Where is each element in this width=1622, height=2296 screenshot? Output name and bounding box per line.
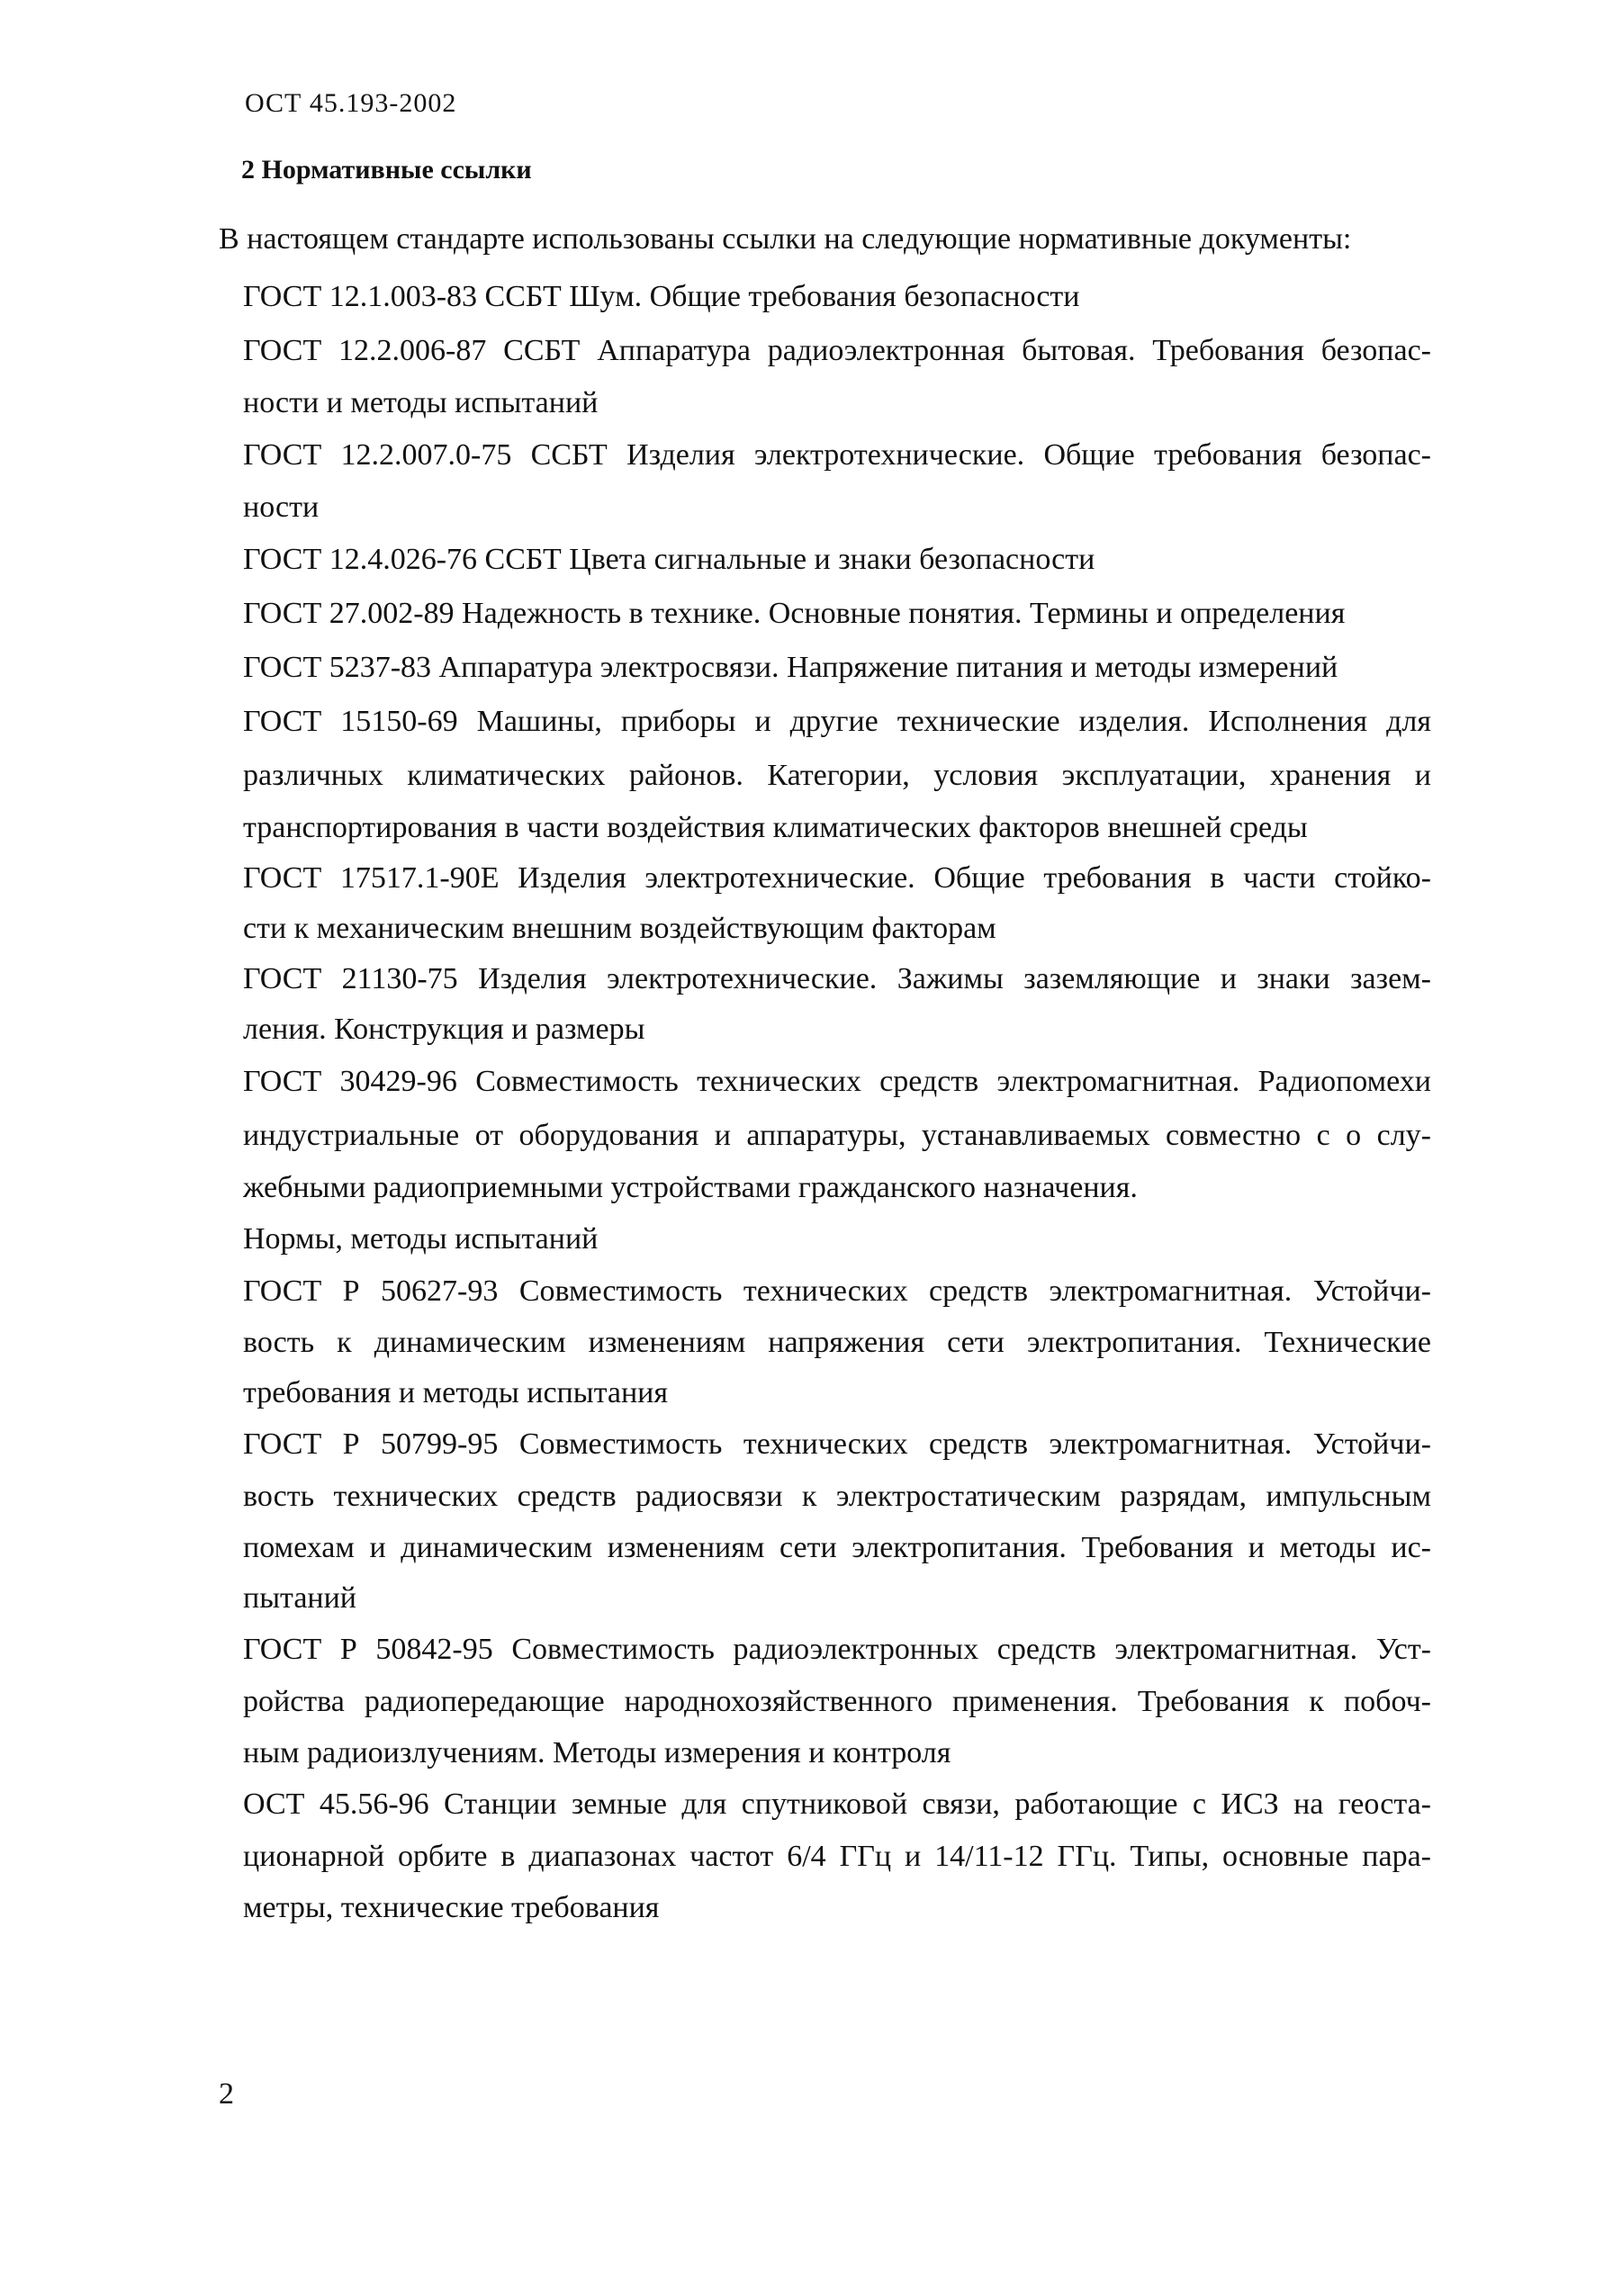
reference-line: помехам и динамическим изменениям сети электропитания. Требования и методы ис- — [243, 1531, 1431, 1564]
references-list — [243, 270, 1431, 1933]
reference-line: ройства радиопередающие народнохозяйственного применения. Требования к побоч- — [243, 1685, 1431, 1718]
reference-line: ным радиоизлучениям. Методы измерения и контроля — [243, 1736, 951, 1769]
reference-line: ГОСТ 12.4.026-76 ССБТ Цвета сигнальные и знаки безопасности — [243, 543, 1095, 576]
reference-line: ГОСТ 21130-75 Изделия электротехнические. Зажимы заземляющие и знаки зазем- — [243, 962, 1431, 995]
reference-line: ГОСТ 12.2.007.0-75 ССБТ Изделия электротехнические. Общие требования безопас- — [243, 438, 1431, 472]
reference-line: ГОСТ 15150-69 Машины, приборы и другие технические изделия. Исполнения для — [243, 705, 1431, 738]
reference-line: ГОСТ Р 50799-95 Совместимость технических средств электромагнитная. Устойчи- — [243, 1427, 1431, 1461]
reference-line: транспортирования в части воздействия климатических факторов внешней среды — [243, 811, 1308, 844]
reference-line: сти к механическим внешним воздействующим факторам — [243, 912, 996, 945]
page-number: 2 — [219, 2077, 234, 2111]
reference-line: Нормы, методы испытаний — [243, 1222, 599, 1256]
reference-line: ности — [243, 491, 320, 524]
reference-line: ГОСТ 12.1.003-83 ССБТ Шум. Общие требования безопасности — [243, 280, 1080, 313]
reference-line: ГОСТ 27.002-89 Надежность в технике. Основные понятия. Термины и определения — [243, 597, 1346, 630]
reference-line: ГОСТ 17517.1-90Е Изделия электротехнические. Общие требования в части стойко- — [243, 861, 1431, 895]
reference-line: ОСТ 45.56-96 Станции земные для спутниковой связи, работающие с ИСЗ на геоста- — [243, 1787, 1431, 1821]
reference-line: вость к динамическим изменениям напряжения сети электропитания. Технические — [243, 1326, 1431, 1359]
reference-line: индустриальные от оборудования и аппаратуры, устанавливаемых совместно с о слу- — [243, 1119, 1431, 1152]
reference-line: ГОСТ Р 50627-93 Совместимость технических средств электромагнитная. Устойчи- — [243, 1274, 1431, 1308]
reference-line: вость технических средств радиосвязи к электростатическим разрядам, импульсным — [243, 1480, 1431, 1513]
reference-line: требования и методы испытания — [243, 1376, 668, 1409]
document-code-header: ОСТ 45.193-2002 — [245, 88, 457, 118]
reference-line: ГОСТ 12.2.006-87 ССБТ Аппаратура радиоэлектронная бытовая. Требования безопас- — [243, 334, 1431, 367]
reference-line: ГОСТ 5237-83 Аппаратура электросвязи. Напряжение питания и методы измерений — [243, 651, 1338, 684]
reference-line: ности и методы испытаний — [243, 386, 599, 419]
intro-paragraph: В настоящем стандарте использованы ссылки на следующие нормативные документы: — [219, 222, 1352, 256]
reference-line: пытаний — [243, 1581, 356, 1615]
section-title: 2 Нормативные ссылки — [241, 155, 532, 185]
reference-line: ГОСТ Р 50842-95 Совместимость радиоэлектронных средств электромагнитная. Уст- — [243, 1633, 1431, 1666]
reference-line: метры, технические требования — [243, 1891, 660, 1924]
reference-line: жебными радиоприемными устройствами гражданского назначения. — [243, 1171, 1138, 1204]
reference-line: ГОСТ 30429-96 Совместимость технических средств электромагнитная. Радиопомехи — [243, 1065, 1431, 1098]
reference-line: ления. Конструкция и размеры — [243, 1013, 645, 1046]
reference-line: различных климатических районов. Категории, условия эксплуатации, хранения и — [243, 759, 1431, 792]
reference-line: ционарной орбите в диапазонах частот 6/4 ГГц и 14/11-12 ГГц. Типы, основные пара- — [243, 1840, 1431, 1873]
